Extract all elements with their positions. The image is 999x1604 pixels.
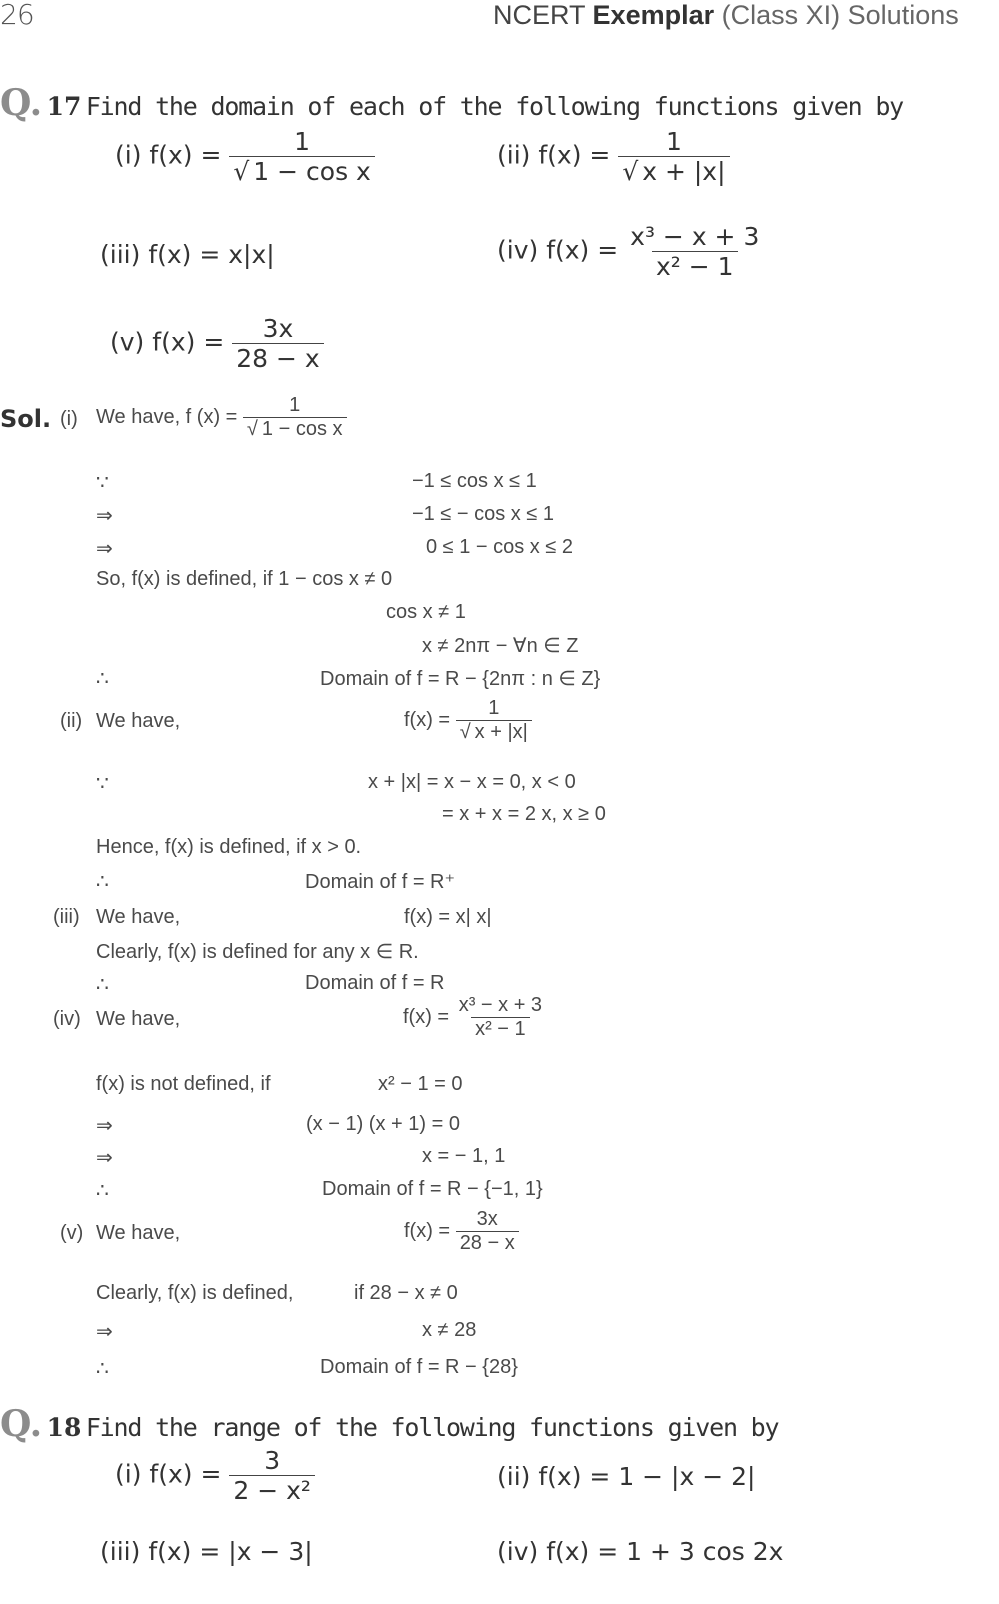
- implies-symbol: ⇒: [96, 1319, 113, 1343]
- fraction: [232, 314, 323, 373]
- numerator: 1: [488, 697, 500, 719]
- question-18-heading: [0, 1403, 778, 1445]
- implies-symbol: ⇒: [96, 1145, 113, 1169]
- solution-marker: Sol.: [0, 405, 52, 433]
- therefore-symbol: ∴: [96, 1356, 109, 1380]
- header-brand-prefix: NCERT: [493, 0, 586, 30]
- running-header: [493, 0, 959, 31]
- fraction: [455, 994, 546, 1041]
- denominator: √ x + |x|: [618, 156, 729, 186]
- q18-part-iv: [497, 1537, 783, 1566]
- lhs: f(x) =: [546, 1537, 619, 1566]
- q17-part-iii: [100, 240, 275, 269]
- denominator: x² − 1: [652, 251, 738, 281]
- clearly-line: Clearly, f(x) is defined for any x ∈ R.: [96, 941, 419, 963]
- lhs: f(x) =: [546, 235, 619, 265]
- step-expression: x = − 1, 1: [422, 1145, 506, 1167]
- part-label: (iii): [100, 1537, 141, 1566]
- abs-case-negative: x + |x| = x − x = 0, x < 0: [368, 771, 576, 793]
- expression: x|x|: [228, 240, 275, 269]
- lhs: f(x) =: [148, 240, 221, 269]
- question-marker: Q.: [0, 82, 43, 124]
- part-label: (i): [115, 1459, 142, 1489]
- fraction: [229, 1446, 315, 1505]
- denominator: √ x + |x|: [456, 720, 532, 744]
- lhs: f(x) =: [403, 1005, 450, 1028]
- therefore-symbol: ∴: [96, 972, 109, 996]
- part-label: (iii): [100, 240, 141, 269]
- we-have: We have,: [96, 710, 181, 732]
- page-number: 26: [0, 0, 34, 31]
- numerator: 1: [665, 127, 682, 156]
- function-definition: f(x) = x| x|: [404, 906, 492, 928]
- abs-case-positive: = x + x = 2 x, x ≥ 0: [442, 803, 606, 825]
- function-definition: [403, 994, 546, 1041]
- q18-part-ii: [497, 1462, 755, 1491]
- domain-conclusion: Domain of f = R⁺: [305, 871, 456, 893]
- because-symbol: ∵: [96, 771, 109, 795]
- lhs: f(x) =: [149, 140, 222, 170]
- domain-conclusion: Domain of f = R: [305, 972, 445, 994]
- numerator: x³ − x + 3: [630, 222, 760, 251]
- denominator: 28 − x: [456, 1231, 519, 1255]
- fraction: [229, 127, 375, 186]
- denominator: x² − 1: [471, 1017, 530, 1041]
- numerator: x³ − x + 3: [458, 994, 543, 1016]
- step-expression: 0 ≤ 1 − cos x ≤ 2: [426, 536, 574, 558]
- expression: 1 + 3 cos 2x: [626, 1537, 784, 1566]
- implies-symbol: ⇒: [96, 503, 113, 527]
- sol-part-i-intro: [96, 394, 347, 441]
- numerator: 1: [294, 127, 311, 156]
- part-label: (ii): [497, 140, 531, 170]
- denominator: √ 1 − cos x: [243, 417, 347, 441]
- q18-part-iii: [100, 1537, 313, 1566]
- part-label: (v): [110, 327, 145, 357]
- we-have: We have,: [96, 1008, 181, 1030]
- numerator: 3x: [262, 314, 294, 343]
- implies-symbol: ⇒: [96, 536, 113, 560]
- q17-part-ii: [497, 127, 730, 186]
- numerator: 3: [264, 1446, 281, 1475]
- question-prompt: Find the range of the following functions given by: [85, 1413, 779, 1442]
- lhs: f(x) =: [149, 1459, 222, 1489]
- cos-not-one: cos x ≠ 1: [386, 601, 466, 623]
- fraction: [456, 1208, 519, 1255]
- part-label: (iv): [497, 235, 539, 265]
- part-label: (iv): [497, 1537, 539, 1566]
- numerator: 1: [289, 394, 301, 416]
- sol-part-v-label: (v): [60, 1222, 84, 1244]
- condition: x² − 1 = 0: [378, 1073, 463, 1095]
- we-have: We have,: [96, 906, 181, 928]
- q17-part-i: [115, 127, 375, 186]
- question-number: 17: [46, 92, 82, 121]
- step-expression: x ≠ 28: [422, 1319, 477, 1341]
- q18-part-i: [115, 1446, 315, 1505]
- part-label: (i): [115, 140, 142, 170]
- domain-conclusion: Domain of f = R − {2nπ : n ∈ Z}: [320, 668, 601, 690]
- question-17-heading: [0, 82, 903, 124]
- therefore-symbol: ∴: [96, 1178, 109, 1202]
- condition: if 28 − x ≠ 0: [354, 1282, 458, 1304]
- fraction: [243, 394, 347, 441]
- domain-conclusion: Domain of f = R − {−1, 1}: [322, 1178, 543, 1200]
- implies-symbol: ⇒: [96, 1113, 113, 1137]
- fraction: [456, 697, 532, 744]
- step-expression: −1 ≤ − cos x ≤ 1: [412, 503, 555, 525]
- lhs: f(x) =: [148, 1537, 221, 1566]
- therefore-symbol: ∴: [96, 869, 109, 893]
- sol-part-iv-label: (iv): [53, 1008, 81, 1030]
- sol-part-ii-label: (ii): [60, 710, 83, 732]
- lhs: f(x) =: [538, 1462, 611, 1491]
- function-definition: [404, 697, 532, 744]
- sol-part-iii-label: (iii): [53, 906, 80, 928]
- so-defined-line: So, f(x) is defined, if 1 − cos x ≠ 0: [96, 568, 393, 590]
- question-number: 18: [46, 1413, 82, 1442]
- lhs: f(x) =: [404, 1219, 451, 1242]
- x-not-2npi: x ≠ 2nπ − ∀n ∈ Z: [422, 635, 579, 657]
- question-prompt: Find the domain of each of the following functions given by: [85, 92, 904, 121]
- function-definition: [404, 1208, 519, 1255]
- lhs: f(x) =: [404, 708, 451, 731]
- denominator: 2 − x²: [229, 1475, 315, 1505]
- denominator: 28 − x: [232, 343, 323, 373]
- hence-line: Hence, f(x) is defined, if x > 0.: [96, 836, 362, 858]
- because-symbol: ∵: [96, 470, 109, 494]
- we-have: We have,: [96, 1222, 181, 1244]
- radicand: x + |x|: [642, 157, 726, 186]
- step-expression: −1 ≤ cos x ≤ 1: [412, 470, 537, 492]
- lhs: f(x) =: [152, 327, 225, 357]
- lhs: f(x) =: [538, 140, 611, 170]
- header-brand-suffix: (Class XI) Solutions: [721, 0, 959, 30]
- header-brand-bold: Exemplar: [592, 0, 715, 30]
- q17-part-v: [110, 314, 324, 373]
- part-label: (ii): [497, 1462, 531, 1491]
- expression: |x − 3|: [228, 1537, 313, 1566]
- fraction: [626, 222, 763, 281]
- therefore-symbol: ∴: [96, 666, 109, 690]
- q17-part-iv: [497, 222, 763, 281]
- domain-conclusion: Domain of f = R − {28}: [320, 1356, 518, 1378]
- intro-text: We have, f (x) =: [96, 405, 238, 428]
- question-marker: Q.: [0, 1403, 43, 1445]
- denominator: √ 1 − cos x: [229, 156, 375, 186]
- clearly-line: Clearly, f(x) is defined,: [96, 1282, 294, 1304]
- fraction: [618, 127, 729, 186]
- not-defined-line: f(x) is not defined, if: [96, 1073, 271, 1095]
- radicand: x + |x|: [474, 721, 528, 743]
- expression: 1 − |x − 2|: [618, 1462, 756, 1491]
- numerator: 3x: [476, 1208, 498, 1230]
- sol-part-i-label: (i): [60, 408, 78, 430]
- radicand: 1 − cos x: [253, 157, 371, 186]
- radicand: 1 − cos x: [261, 418, 343, 440]
- step-expression: (x − 1) (x + 1) = 0: [306, 1113, 460, 1135]
